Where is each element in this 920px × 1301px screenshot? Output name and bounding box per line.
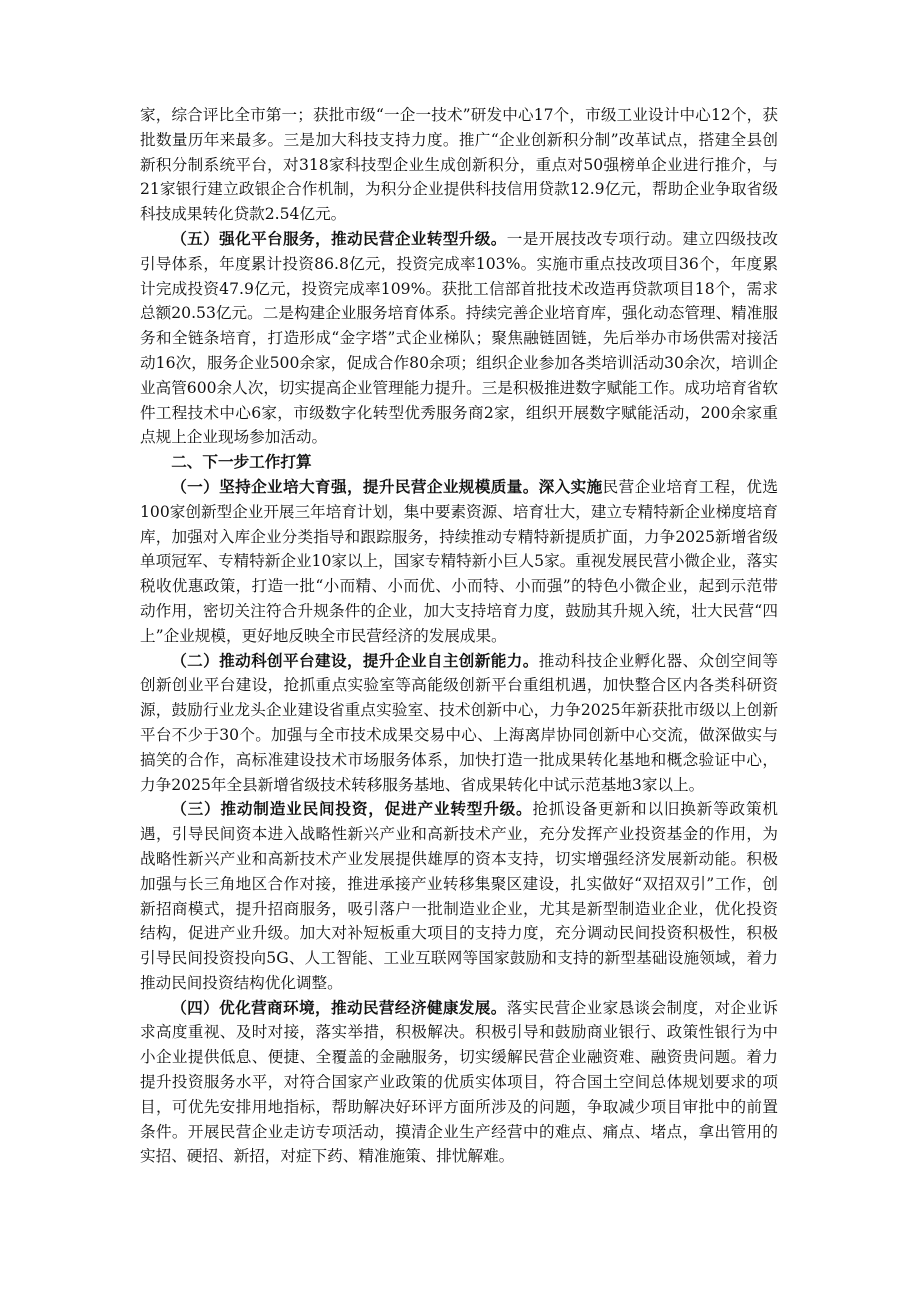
section-heading: （三）推动制造业民间投资，促进产业转型升级。 <box>171 799 533 819</box>
paragraph-continuation <box>140 103 778 227</box>
paragraph-text: 家，综合评比全市第一；获批市级“一企一技术”研发中心17个，市级工业设计中心12个，获批数量历年来最多。三是加大科技支持力度。推广“企业创新积分制”改革试点，搭建全县创新积分制系统平台，对318家科技型企业生成创新积分，重点对50强榜单企业进行推介，与21家银行建立政银企合作机制，为积分企业提供科技信用贷款12.9亿元，帮助企业争取省级科技成果转化贷款2.54亿元。 <box>140 106 778 224</box>
section-heading: （五）强化平台服务，推动民营企业转型升级。 <box>171 228 507 248</box>
paragraph-text: 落实民营企业家恳谈会制度，对企业诉求高度重视、及时对接，落实举措，积极解决。积极引导和鼓励商业银行、政策性银行为中小企业提供低息、便捷、全覆盖的金融服务，切实缓解民营企业融资难、融资贵问题。着力提升投资服务水平，对符合国家产业政策的优质实体项目，符合国土空间总体规划要求的项目，可优先安排用地指标，帮助解决好环评方面所涉及的问题，争取减少项目审批中的前置条件。开展民营企业走访专项活动，摸清企业生产经营中的难点、痛点、堵点，拿出管用的实招、硬招、新招，对症下药、精准施策、排忧解难。 <box>140 998 778 1166</box>
chapter-heading: 二、下一步工作打算 <box>171 452 312 472</box>
paragraph-plan-3 <box>140 797 778 995</box>
paragraph-section-5 <box>140 227 778 450</box>
paragraph-text: 民营企业培育工程，优选100家创新型企业开展三年培育计划，集中要素资源、培育壮大，建立专精特新企业梯度培育库，加强对入库企业分类指导和跟踪服务，持续推动专精特新提质扩面，力争2025新增省级单项冠军、专精特新企业10家以上，国家专精特新小巨人5家。重视发展民营小微企业，落实税收优惠政策，打造一批“小而精、小而优、小而特、小而强”的特色小微企业，起到示范带动作用，密切关注符合升规条件的企业，加大支持培育力度，鼓励其升规入统，壮大民营“四上”企业规模，更好地反映全市民营经济的发展成果。 <box>140 477 778 645</box>
paragraph-text: 抢抓设备更新和以旧换新等政策机遇，引导民间资本进入战略性新兴产业和高新技术产业，充分发挥产业投资基金的作用，为战略性新兴产业和高新技术产业发展提供雄厚的资本支持，切实增强经济发展新动能。积极加强与长三角地区合作对接，推进承接产业转移集聚区建设，扎实做好“双招双引”工作，创新招商模式，提升招商服务，吸引落户一批制造业企业，尤其是新型制造业企业，优化投资结构，促进产业升级。加大对补短板重大项目的支持力度，充分调动民间投资积极性，积极引导民间投资投向5G、人工智能、工业互联网等国家鼓励和支持的新型基础设施领域，着力推动民间投资结构优化调整。 <box>140 800 778 992</box>
section-heading: （二）推动科创平台建设，提升企业自主创新能力。 <box>171 650 539 670</box>
section-heading: （一）坚持企业培大育强，提升民营企业规模质量。深入实施 <box>171 476 603 496</box>
paragraph-plan-4 <box>140 996 778 1170</box>
paragraph-text: 一是开展技改专项行动。建立四级技改引导体系，年度累计投资86.8亿元，投资完成率103%。实施市重点技改项目36个，年度累计完成投资47.9亿元，投资完成率109%。获批工信部首批技术改造再贷款项目18个，需求总额20.53亿元。二是构建企业服务培育体系。持续完善企业培育库，强化动态管理、精准服务和全链条培育，打造形成“金字塔”式企业梯队；聚焦融链固链，先后举办市场供需对接活动16次，服务企业500余家，促成合作80余项；组织企业参加各类培训活动30余次，培训企业高管600余人次，切实提高企业管理能力提升。三是积极推进数字赋能工作。成功培育省软件工程技术中心6家，市级数字化转型优秀服务商2家，组织开展数字赋能活动，200余家重点规上企业现场参加活动。 <box>140 229 778 447</box>
section-heading: （四）优化营商环境，推动民营经济健康发展。 <box>171 997 507 1017</box>
paragraph-plan-2 <box>140 649 778 798</box>
document-body <box>140 103 778 1169</box>
paragraph-plan-1 <box>140 475 778 649</box>
paragraph-text: 推动科技企业孵化器、众创空间等创新创业平台建设，抢抓重点实验室等高能级创新平台重组机遇，加快整合区内各类科研资源，鼓励行业龙头企业建设省重点实验室、技术创新中心，力争2025年新获批市级以上创新平台不少于30个。加强与全市技术成果交易中心、上海离岸协同创新中心交流，做深做实与搞笑的合作，高标准建设技术市场服务体系，加快打造一批成果转化基地和概念验证中心，力争2025年全县新增省级技术转移服务基地、省成果转化中试示范基地3家以上。 <box>140 651 778 794</box>
